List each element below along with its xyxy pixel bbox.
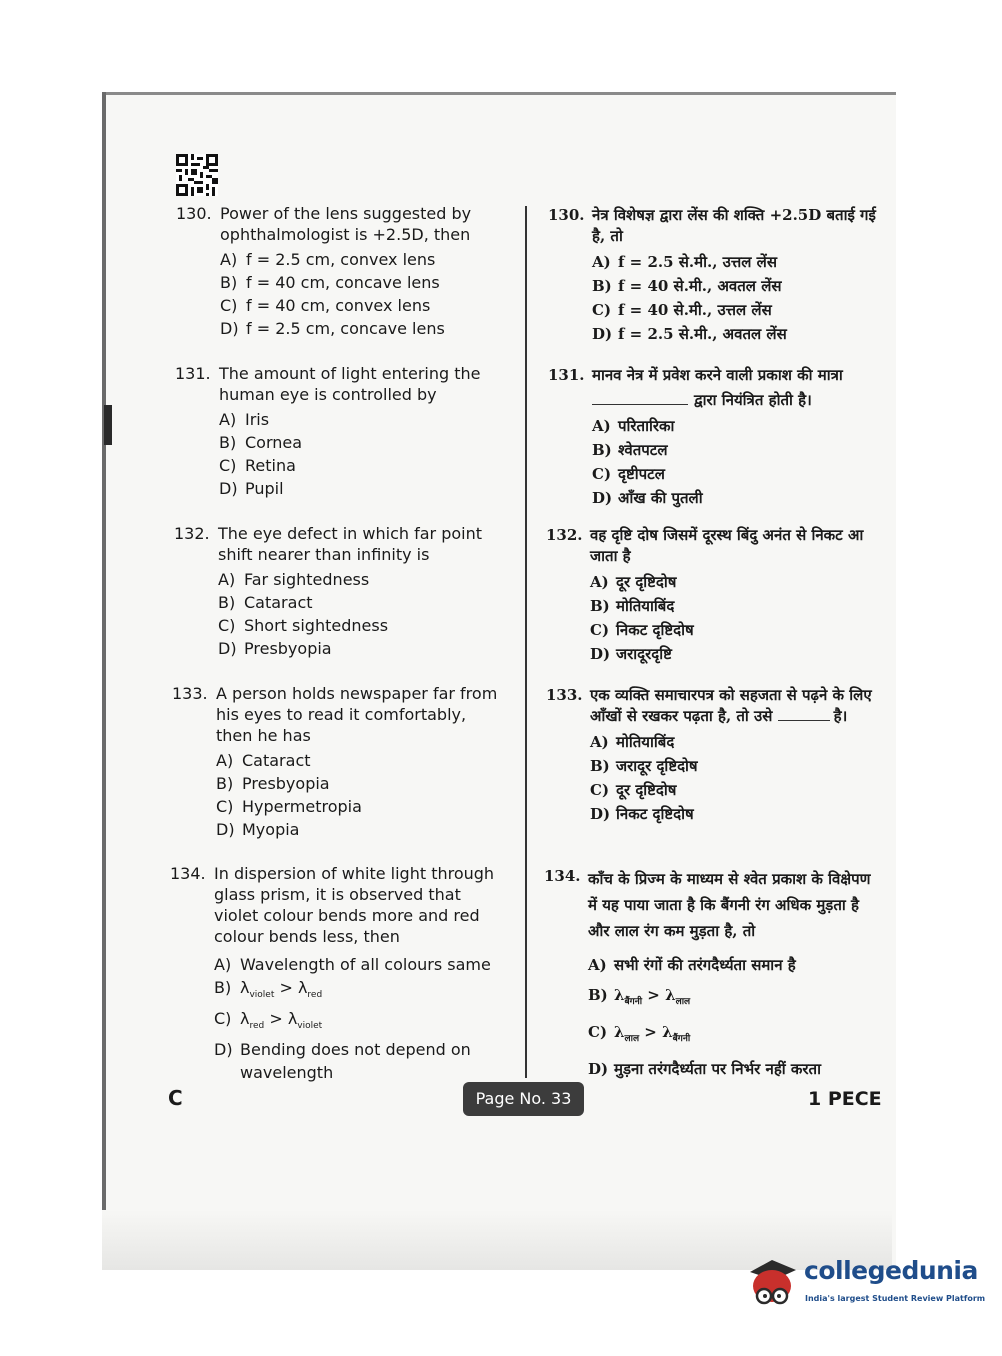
option: C) Short sightedness [218,616,389,635]
question-stem: नेत्र विशेषज्ञ द्वारा लेंस की शक्ति +2.5D बताई गई है, तो [592,206,876,245]
question-number: 134. [544,867,581,885]
option: C) f = 40 से.मी., उत्तल लेंस [592,301,772,319]
option: D) Myopia [216,820,300,839]
answer-blank [778,720,830,721]
question-stem: मानव नेत्र में प्रवेश करने वाली प्रकाश की मात्रा द्वारा नियंत्रित होती है। [592,366,843,409]
option: A) परितारिका [592,417,675,435]
page-number-badge: Page No. 33 [463,1082,584,1116]
option: B) Presbyopia [216,774,330,793]
option: B) मोतियाबिंद [590,597,675,615]
option: B) $\lambda_{violet} > \lambda_{red}$ [214,978,323,1001]
option: A) दूर दृष्टिदोष [590,573,677,591]
option: B) जरादूर दृष्टिदोष [590,757,698,775]
question-number: 130. [176,204,212,223]
question-131-hi [548,365,878,510]
option: D) f = 2.5 से.मी., अवतल लेंस [592,325,787,343]
option: C) $\lambda_{red} > \lambda_{violet}$ [214,1009,323,1032]
question-number: 133. [546,686,583,704]
option: D) f = 2.5 cm, concave lens [220,319,445,338]
option: A) Iris [219,410,270,429]
option: C) Hypermetropia [216,797,362,816]
option: D) आँख की पुतली [592,489,703,507]
question-stem: वह दृष्टि दोष जिसमें दूरस्थ बिंदु अनंत से निकट आ जाता है [590,526,864,565]
option: C) $\lambda_{लाल} > \lambda_{बैंगनी}$ [588,1023,691,1044]
option: D) Pupil [219,479,284,498]
question-number: 131. [175,364,211,383]
option: D) Presbyopia [218,639,332,658]
option: B) f = 40 से.मी., अवतल लेंस [592,277,782,295]
question-number: 132. [546,526,583,544]
option: C) दूर दृष्टिदोष [590,781,677,799]
brand-name: collegedunia [804,1256,978,1285]
question-number: 131. [548,366,585,384]
option: B) Cornea [219,433,303,452]
question-133-en [172,683,502,841]
option: D) जरादूरदृष्टि [590,645,672,663]
option: D) Bending does not depend on wavelength [214,1040,471,1083]
option: A) Cataract [216,751,311,770]
option: D) मुड़ना तरंगदैर्ध्यता पर निर्भर नहीं करता [588,1060,821,1078]
option: A) f = 2.5 से.मी., उत्तल लेंस [592,253,777,271]
question-132-hi [546,525,876,666]
series-code: C [168,1086,183,1110]
question-stem: The eye defect in which far point shift nearer than infinity is [218,524,482,564]
question-stem: एक व्यक्ति समाचारपत्र को सहजता से पढ़ने के लिए आँखों से रखकर पढ़ता है, तो उसे है। [590,686,872,725]
question-number: 132. [174,524,210,543]
column-divider [525,206,527,1078]
question-133-hi [546,685,876,826]
brand-tagline: India's largest Student Review Platform [805,1294,986,1303]
question-131-en [175,363,505,500]
binder-mark [104,405,112,445]
question-stem: काँच के प्रिज्म के माध्यम से श्वेत प्रकाश के विक्षेपण में यह पाया जाता है कि बैंगनी रंग अधिक मुड़ता है और लाल रंग कम मुड़ता है, तो [588,870,871,940]
option: A) सभी रंगों की तरंगदैर्ध्यता समान है [588,956,796,974]
qr-code-icon [176,154,218,196]
question-130-hi [548,205,878,346]
option: C) निकट दृष्टिदोष [590,621,694,639]
question-stem: In dispersion of white light through glass prism, it is observed that violet colour bends more and red colour bends less, then [214,864,495,946]
answer-blank [592,404,688,405]
option: B) Cataract [218,593,313,612]
option: C) दृष्टीपटल [592,465,665,483]
option: C) Retina [219,456,296,475]
option: B) f = 40 cm, concave lens [220,273,440,292]
option: A) मोतियाबिंद [590,733,675,751]
option: B) श्वेतपटल [592,441,668,459]
option: C) f = 40 cm, convex lens [220,296,431,315]
question-number: 134. [170,864,206,883]
option: A) f = 2.5 cm, convex lens [220,250,436,269]
collegedunia-watermark [744,1252,986,1312]
question-stem: Power of the lens suggested by ophthalmologist is +2.5D, then [220,204,472,244]
option: B) $\lambda_{बैंगनी} > \lambda_{लाल}$ [588,986,691,1007]
question-130-en [176,203,506,340]
paper-code: 1 PECE [808,1088,882,1110]
question-stem: The amount of light entering the human eye is controlled by [219,364,481,404]
option: A) Far sightedness [218,570,370,589]
option: D) निकट दृष्टिदोष [590,805,694,823]
question-134-en [170,863,500,1084]
question-134-hi [544,866,874,1084]
mascot-logo-icon [744,1252,800,1310]
question-stem: A person holds newspaper far from his eyes to read it comfortably, then he has [216,684,498,745]
question-number: 133. [172,684,208,703]
question-number: 130. [548,206,585,224]
option: A) Wavelength of all colours same [214,955,491,974]
question-132-en [174,523,508,660]
